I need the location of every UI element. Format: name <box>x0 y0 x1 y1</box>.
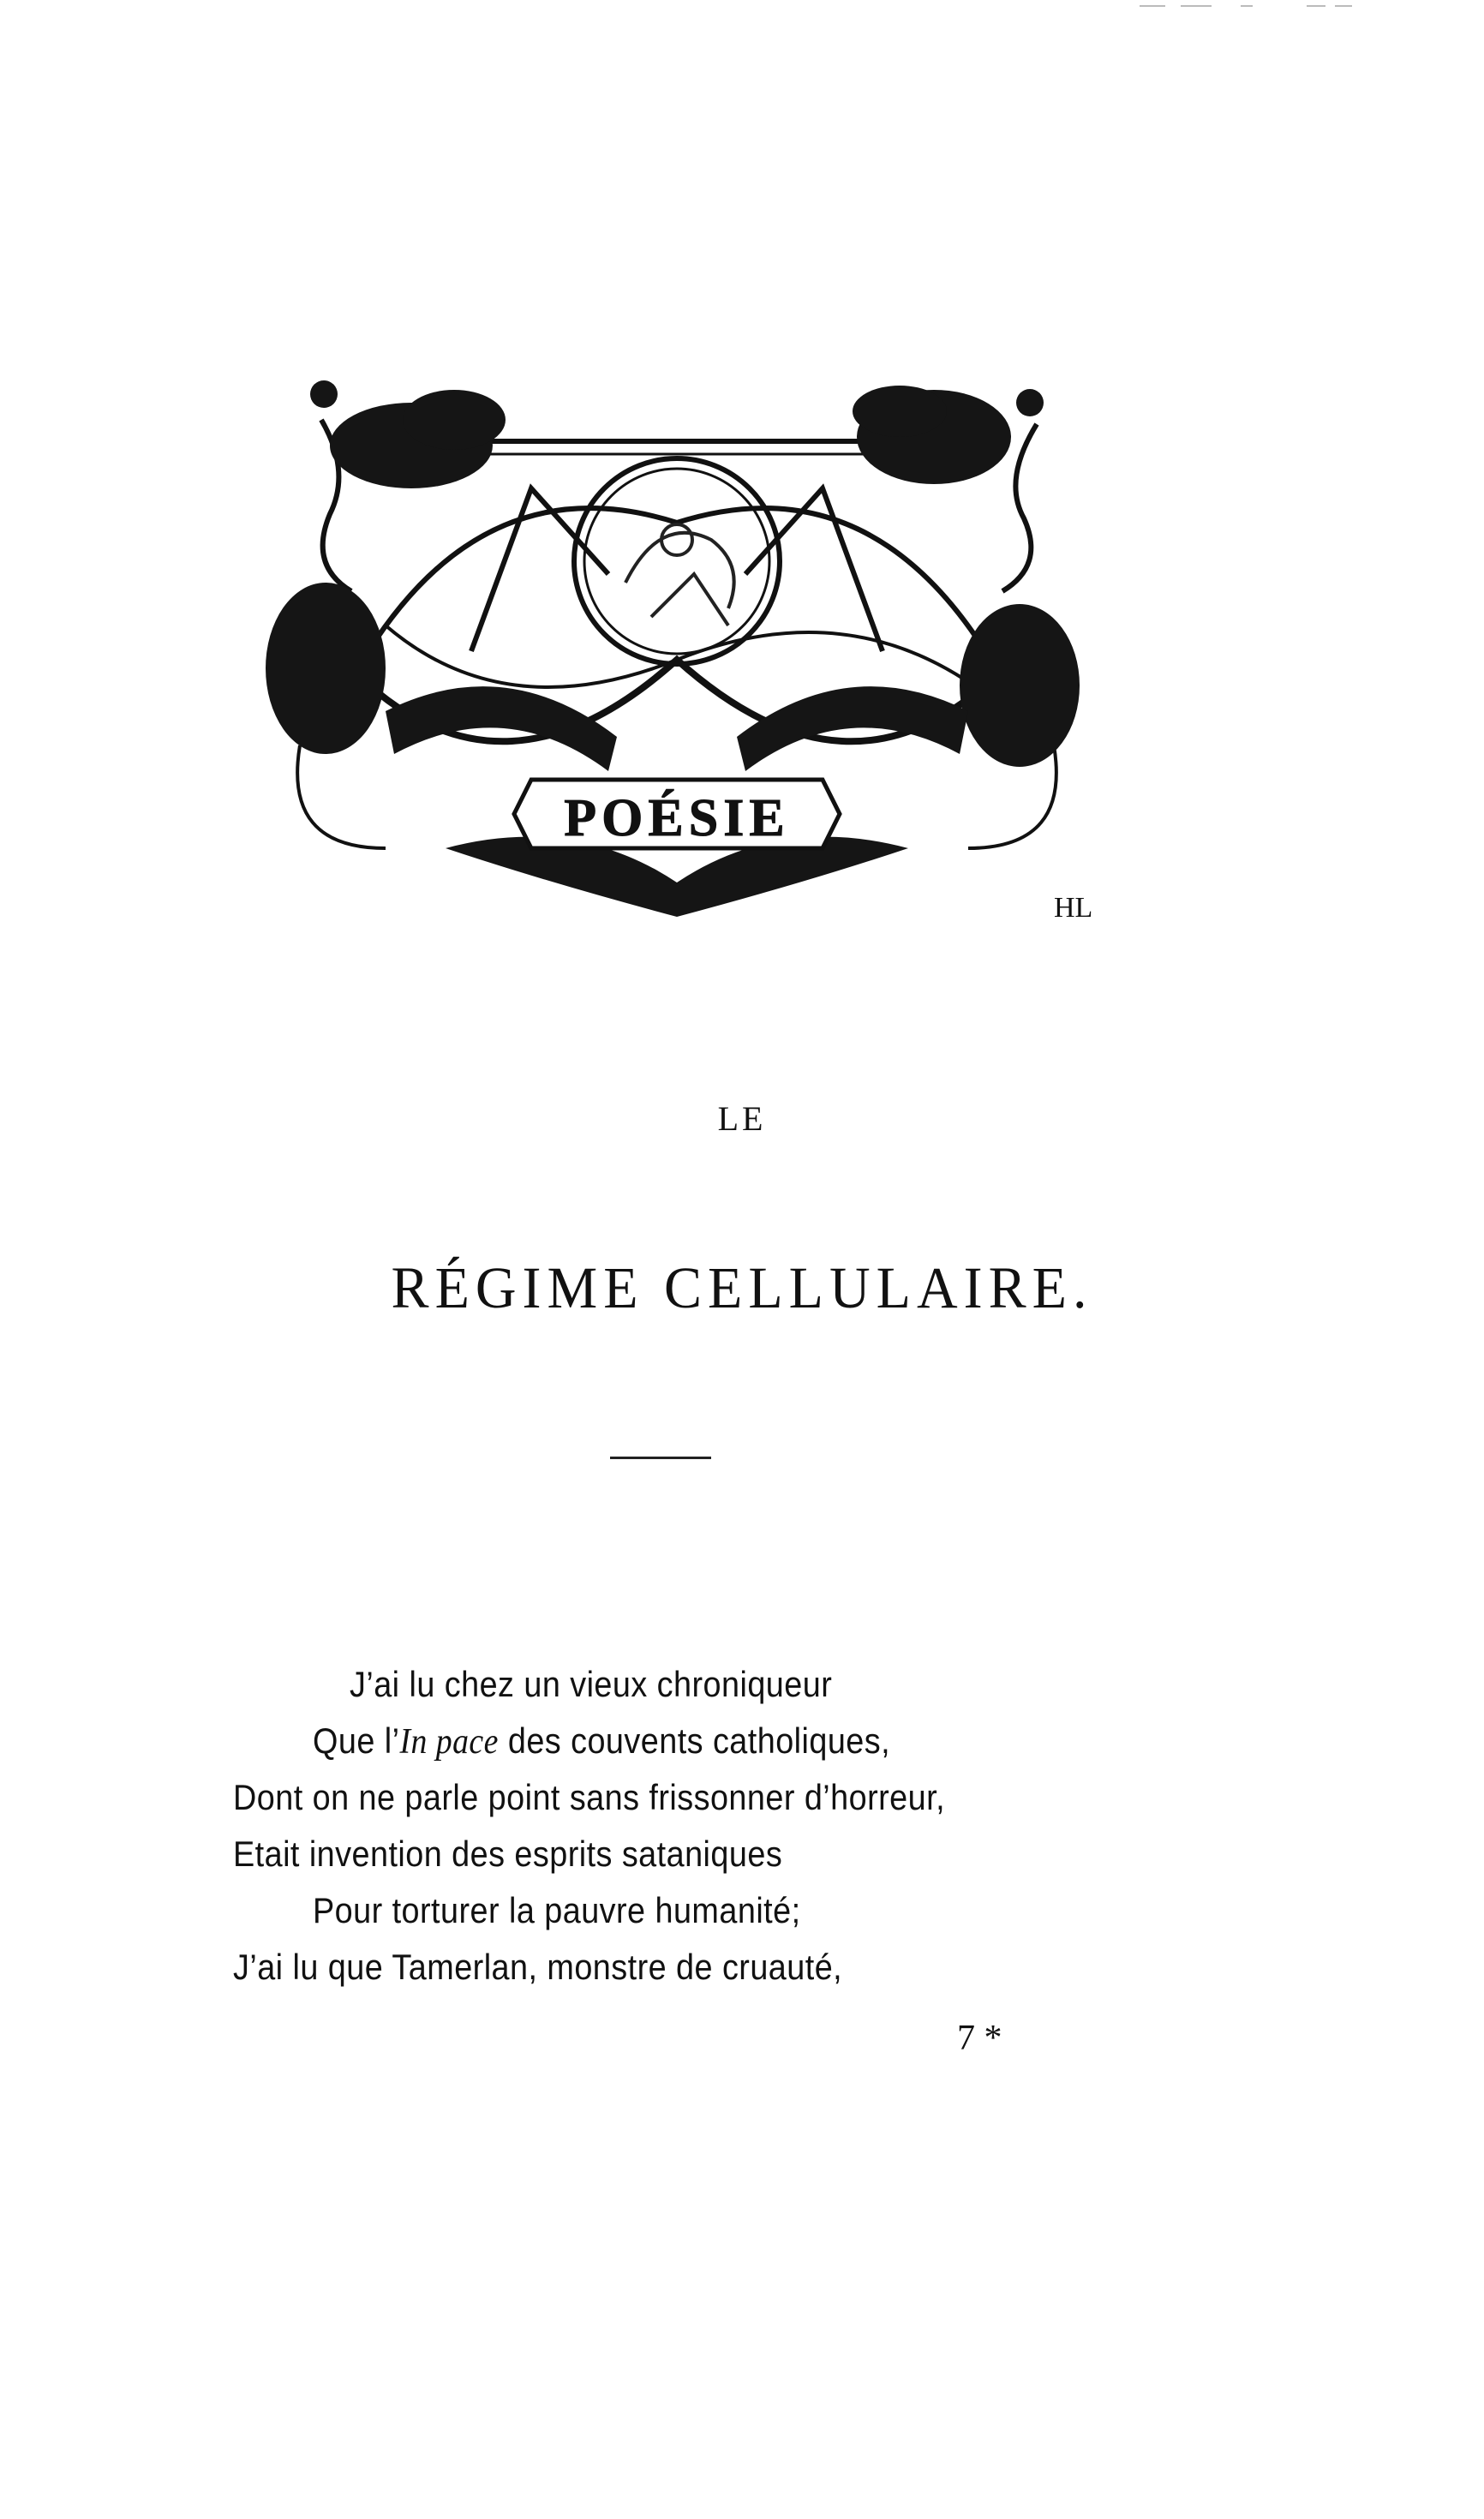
scan-mark <box>1335 5 1352 7</box>
poem-line: J’ai lu chez un vieux chroniqueur <box>350 1664 833 1704</box>
poem-line: J’ai lu que Tamerlan, monstre de cruauté, <box>233 1947 843 1987</box>
scan-mark <box>1140 5 1165 7</box>
poem-line: Dont on ne parle point sans frissonner d’horreur, <box>233 1777 946 1817</box>
poem-line: Pour torturer la pauvre humanité; <box>313 1890 801 1930</box>
scan-mark <box>1181 5 1212 7</box>
latin-term: In pace <box>399 1722 499 1762</box>
poem-line: Etait invention des esprits sataniques <box>233 1834 783 1874</box>
poem-line: Que l’In pace des couvents catholiques, <box>313 1720 891 1762</box>
banner-text: POÉSIE <box>564 789 790 847</box>
engraver-mark: HL <box>1054 892 1093 924</box>
page-title: RÉGIME CELLULAIRE. <box>391 1255 1093 1321</box>
heading-article: LE <box>717 1099 767 1138</box>
scan-mark <box>1307 5 1325 7</box>
page-number: 7 * <box>957 2019 1002 2058</box>
poesie-ornament-icon <box>248 368 1105 942</box>
title-divider <box>610 1457 711 1459</box>
scan-mark <box>1241 5 1253 7</box>
